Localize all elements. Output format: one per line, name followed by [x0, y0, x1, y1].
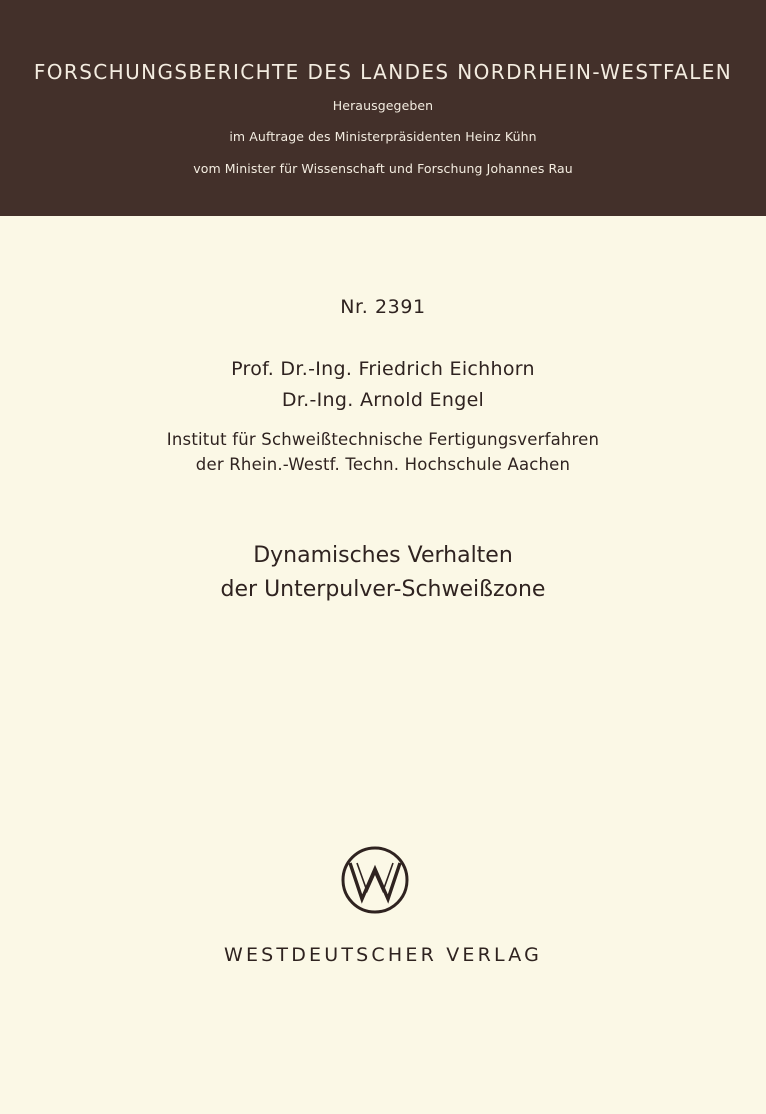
institute-line-2: der Rhein.-Westf. Techn. Hochschule Aachen: [195, 455, 571, 474]
editor-line-1: Herausgegeben: [332, 98, 434, 113]
series-title: FORSCHUNGSBERICHTE DES LANDES NORDRHEIN-WESTFALEN: [33, 60, 733, 84]
editor-line-3: vom Minister für Wissenschaft und Forschung Johannes Rau: [193, 161, 573, 176]
editor-line-2: im Auftrage des Ministerpräsidenten Heinz Kühn: [229, 129, 537, 144]
series-header-band: [0, 0, 766, 216]
author-2: Dr.-Ing. Arnold Engel: [281, 389, 485, 411]
book-title-line-1: Dynamisches Verhalten: [253, 543, 513, 568]
wv-publisher-logo-icon: [340, 845, 410, 915]
report-number: Nr. 2391: [340, 296, 426, 318]
author-1: Prof. Dr.-Ing. Friedrich Eichhorn: [231, 358, 535, 380]
publisher-name: WESTDEUTSCHER VERLAG: [223, 944, 543, 966]
institute-line-1: Institut für Schweißtechnische Fertigungsverfahren: [166, 430, 600, 449]
book-title-line-2: der Unterpulver-Schweißzone: [220, 577, 546, 602]
